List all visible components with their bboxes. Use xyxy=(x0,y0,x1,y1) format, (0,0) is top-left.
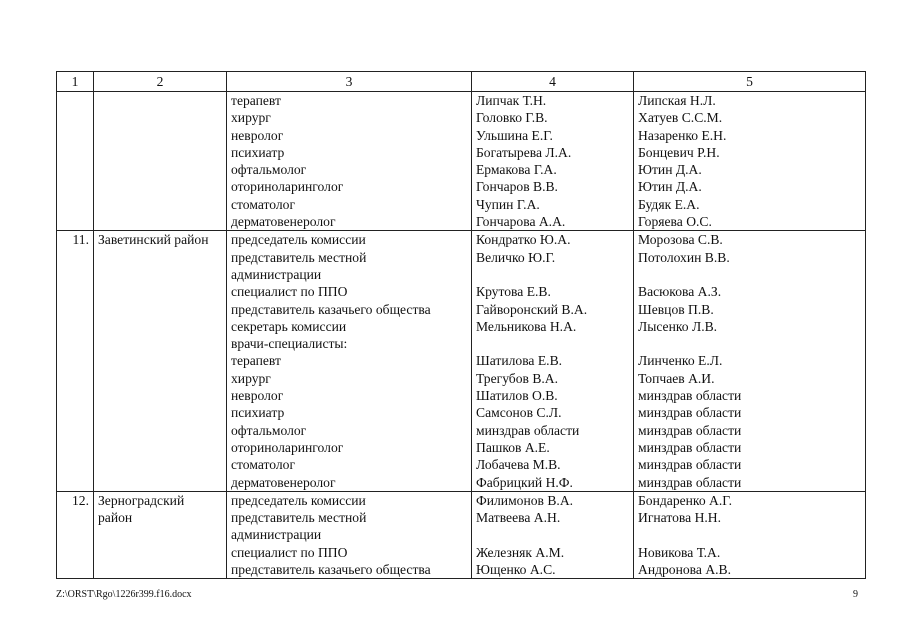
role-line: офтальмолог xyxy=(231,422,307,438)
reserve-member-line: Назаренко Е.Н. xyxy=(638,127,727,143)
main-member-cell xyxy=(472,491,634,578)
reserve-member-line: Горяева О.С. xyxy=(638,214,712,230)
role-line: терапевт xyxy=(231,353,281,369)
main-member-line: минздрав области xyxy=(476,422,580,438)
reserve-member-line xyxy=(638,266,861,283)
table-row xyxy=(57,231,866,491)
role-line: невролог xyxy=(231,127,284,143)
role-line: представитель казачьего общества xyxy=(231,301,431,317)
main-member-cell xyxy=(472,92,634,231)
reserve-member-cell xyxy=(634,92,866,231)
main-member-line: Ющенко А.С. xyxy=(476,562,556,578)
main-member-line: Матвеева А.Н. xyxy=(476,510,561,526)
reserve-member-line: Андронова А.В. xyxy=(638,562,732,578)
reserve-member-line: Потолохин В.В. xyxy=(638,249,730,265)
role-line: оториноларинголог xyxy=(231,439,344,455)
main-member-line: Ермакова Г.А. xyxy=(476,162,557,178)
table-row xyxy=(57,92,866,231)
main-member-line: Гончарова А.А. xyxy=(476,214,566,230)
role-line: представитель местной xyxy=(231,510,367,526)
column-number: 3 xyxy=(227,72,472,92)
main-member-line xyxy=(476,526,629,543)
reserve-member-line: Хатуев С.С.М. xyxy=(638,110,723,126)
district-cell xyxy=(94,92,227,231)
main-member-line xyxy=(476,266,629,283)
main-member-cell xyxy=(472,231,634,491)
reserve-member-line: минздрав области xyxy=(638,422,742,438)
role-cell xyxy=(227,491,472,578)
column-number: 4 xyxy=(472,72,634,92)
commission-table xyxy=(56,71,866,579)
page-number: 9 xyxy=(853,589,858,600)
reserve-member-line xyxy=(638,526,861,543)
role-line: терапевт xyxy=(231,93,281,108)
role-line: администрации xyxy=(231,527,322,543)
table-row xyxy=(57,491,866,578)
main-member-line: Липчак Т.Н. xyxy=(476,93,547,108)
reserve-member-line: минздрав области xyxy=(638,439,742,455)
footer-file-path: Z:\ORST\Rgo\1226r399.f16.docx xyxy=(56,589,192,600)
role-cell xyxy=(227,231,472,491)
main-member-line: Шатилов О.В. xyxy=(476,388,558,404)
main-member-line: Трегубов В.А. xyxy=(476,370,559,386)
main-member-line: Пашков А.Е. xyxy=(476,439,550,455)
row-number xyxy=(57,92,94,231)
reserve-member-line: минздрав области xyxy=(638,457,742,473)
role-line: оториноларинголог xyxy=(231,179,344,195)
main-member-line: Крутова Е.В. xyxy=(476,284,551,300)
table-body xyxy=(57,92,866,579)
reserve-member-line: Будяк Е.А. xyxy=(638,196,700,212)
reserve-member-line: Морозова С.В. xyxy=(638,232,723,248)
role-line: председатель комиссии xyxy=(231,232,366,248)
column-number-row xyxy=(57,72,866,92)
role-line: специалист по ППО xyxy=(231,544,348,560)
role-line: хирург xyxy=(231,110,271,126)
role-line: секретарь комиссии xyxy=(231,318,347,334)
reserve-member-line: Ютин Д.А. xyxy=(638,162,702,178)
reserve-member-cell xyxy=(634,231,866,491)
role-line: дерматовенеролог xyxy=(231,474,336,490)
district-line: Заветинский район xyxy=(98,232,209,248)
role-line: представитель казачьего общества xyxy=(231,562,431,578)
main-member-line: Гончаров В.В. xyxy=(476,179,558,195)
reserve-member-cell xyxy=(634,491,866,578)
main-member-line: Фабрицкий Н.Ф. xyxy=(476,474,573,490)
reserve-member-line: Лысенко Л.В. xyxy=(638,318,718,334)
reserve-member-line xyxy=(638,335,861,352)
role-line: психиатр xyxy=(231,144,285,160)
role-line: врачи-специалисты: xyxy=(231,336,348,352)
main-member-line: Мельникова Н.А. xyxy=(476,318,577,334)
reserve-member-line: минздрав области xyxy=(638,474,742,490)
reserve-member-line: Шевцов П.В. xyxy=(638,301,714,317)
reserve-member-line: Новикова Т.А. xyxy=(638,544,721,560)
main-member-line: Величко Ю.Г. xyxy=(476,249,556,265)
main-member-line: Филимонов В.А. xyxy=(476,492,574,508)
role-line: хирург xyxy=(231,370,271,386)
district-cell xyxy=(94,491,227,578)
role-line: стоматолог xyxy=(231,196,296,212)
role-cell xyxy=(227,92,472,231)
main-member-line: Ульшина Е.Г. xyxy=(476,127,553,143)
reserve-member-line: минздрав области xyxy=(638,405,742,421)
main-member-line: Богатырева Л.А. xyxy=(476,144,572,160)
role-line: представитель местной xyxy=(231,249,367,265)
role-line: специалист по ППО xyxy=(231,284,348,300)
reserve-member-line: Липская Н.Л. xyxy=(638,93,716,108)
main-member-line: Шатилова Е.В. xyxy=(476,353,563,369)
row-number: 11. xyxy=(57,231,94,491)
main-member-line: Головко Г.В. xyxy=(476,110,548,126)
main-member-line: Лобачева М.В. xyxy=(476,457,561,473)
reserve-member-line: Топчаев А.И. xyxy=(638,370,715,386)
column-number: 2 xyxy=(94,72,227,92)
role-line: дерматовенеролог xyxy=(231,214,336,230)
main-member-line: Самсонов С.Л. xyxy=(476,405,562,421)
reserve-member-line: минздрав области xyxy=(638,388,742,404)
role-line: администрации xyxy=(231,266,322,282)
role-line: офтальмолог xyxy=(231,162,307,178)
role-line: психиатр xyxy=(231,405,285,421)
main-member-line: Чупин Г.А. xyxy=(476,196,540,212)
reserve-member-line: Ютин Д.А. xyxy=(638,179,702,195)
district-cell xyxy=(94,231,227,491)
main-member-line: Гайворонский В.А. xyxy=(476,301,588,317)
main-member-line: Железняк А.М. xyxy=(476,544,565,560)
column-number: 1 xyxy=(57,72,94,92)
main-member-line: Кондратко Ю.А. xyxy=(476,232,571,248)
reserve-member-line: Бонцевич Р.Н. xyxy=(638,144,720,160)
reserve-member-line: Бондаренко А.Г. xyxy=(638,492,732,508)
district-line: район xyxy=(98,510,133,526)
row-number: 12. xyxy=(57,491,94,578)
reserve-member-line: Линченко Е.Л. xyxy=(638,353,723,369)
reserve-member-line: Васюкова А.З. xyxy=(638,284,722,300)
main-member-line xyxy=(476,335,629,352)
role-line: невролог xyxy=(231,388,284,404)
reserve-member-line: Игнатова Н.Н. xyxy=(638,510,722,526)
district-line: Зерноградский xyxy=(98,492,185,508)
role-line: стоматолог xyxy=(231,457,296,473)
role-line: председатель комиссии xyxy=(231,492,366,508)
column-number: 5 xyxy=(634,72,866,92)
